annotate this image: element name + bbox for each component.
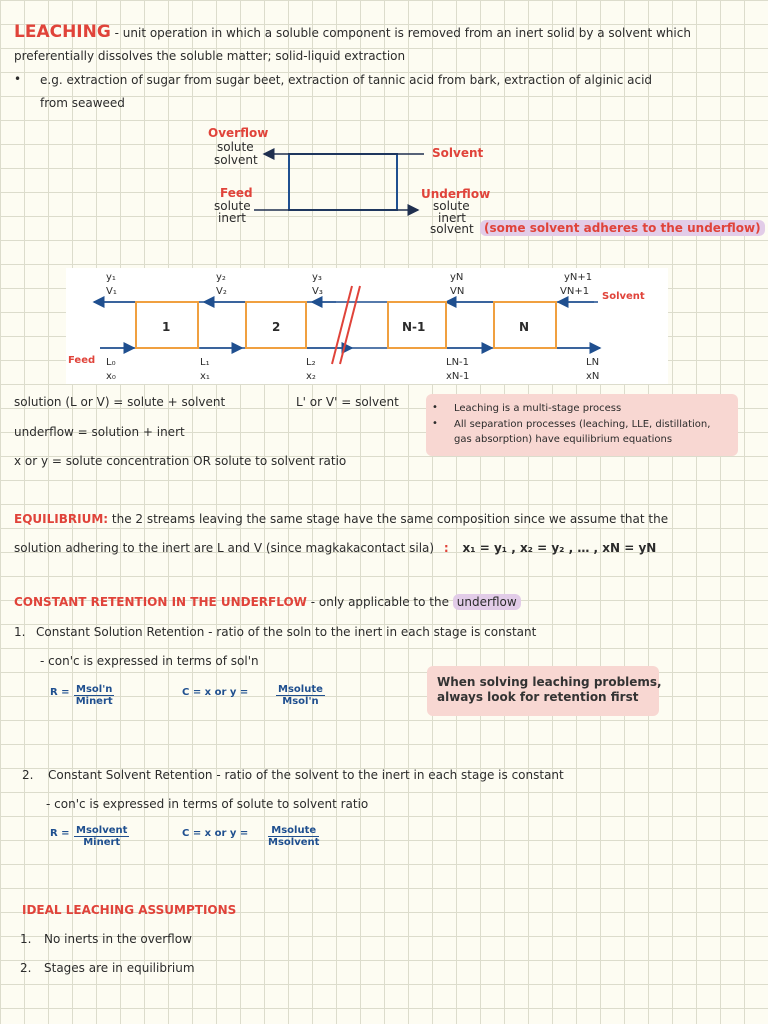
item1-sub: - con'c is expressed in terms of sol'n — [40, 654, 259, 668]
tip-line-1: When solving leaching problems, — [437, 675, 662, 689]
x1-label: x₁ — [200, 371, 210, 382]
stage-number-n: N — [519, 320, 530, 334]
item1-number: 1. — [14, 625, 26, 639]
y1-label: y₁ — [106, 272, 116, 283]
equilibrium-equation: x₁ = y₁ , x₂ = y₂ , … , xN = yN — [462, 541, 657, 555]
item2-number: 2. — [22, 768, 34, 782]
overflow-label: Overflow — [208, 126, 269, 140]
l0-label: L₀ — [106, 357, 116, 368]
retention-line: CONSTANT RETENTION IN THE UNDERFLOW - only applicable to the underflow — [14, 595, 521, 609]
underflow-solvent: solvent — [430, 222, 474, 236]
def-xy: x or y = solute concentration OR solute to solvent ratio — [14, 454, 347, 468]
note-bullet-2b: gas absorption) have equilibrium equations — [454, 434, 673, 445]
stage-number-2: 2 — [272, 320, 281, 334]
assumptions-heading: IDEAL LEACHING ASSUMPTIONS — [22, 903, 237, 917]
y2-label: y₂ — [216, 272, 226, 283]
vn1-label: VN+1 — [560, 286, 590, 297]
cascade-solvent-label: Solvent — [602, 291, 645, 302]
solvent-in-label: Solvent — [432, 146, 484, 160]
yn1-label: yN+1 — [564, 272, 593, 283]
assumption-2-number: 2. — [20, 961, 32, 975]
note-bullet-2a: All separation processes (leaching, LLE, distillation, — [454, 419, 711, 430]
x2-label: x₂ — [306, 371, 316, 382]
examples-line-1: e.g. extraction of sugar from sugar beet, extraction of tannic acid from bark, extraction of alginic acid — [40, 73, 653, 87]
stage-number-n-1: N-1 — [402, 320, 426, 334]
leaching-title: LEACHING — [14, 22, 111, 42]
vn-label: VN — [450, 286, 465, 297]
item2-sub: - con'c is expressed in terms of solute to solvent ratio — [46, 797, 369, 811]
def-solution: solution (L or V) = solute + solvent — [14, 395, 226, 409]
examples-line-2: from seaweed — [40, 96, 125, 110]
ln-label: LN — [586, 357, 600, 368]
stage-box — [289, 154, 397, 210]
xn-label: xN — [586, 371, 600, 382]
f2-r: R = — [50, 828, 70, 839]
assumption-1-number: 1. — [20, 932, 32, 946]
underflow-label: Underflow — [421, 187, 491, 201]
f2-c-fraction: Msolute Msolvent — [268, 825, 320, 848]
feed-solute: solute — [214, 199, 251, 213]
ln1-label: LN-1 — [446, 357, 470, 368]
def-underflow: underflow = solution + inert — [14, 425, 185, 439]
f2-c: C = x or y = — [182, 828, 249, 839]
feed-label: Feed — [220, 186, 253, 200]
equilibrium-line-2: solution adhering to the inert are L and V (since magkakacontact sila) : x₁ = y₁ , x₂ = y₂ , … , xN = yN — [14, 541, 657, 555]
x0-label: x₀ — [106, 371, 116, 382]
l2-label: L₂ — [306, 357, 316, 368]
assumption-2-text: Stages are in equilibrium — [44, 961, 195, 975]
underflow-solute: solute — [433, 199, 470, 213]
cascade-feed-label: Feed — [68, 355, 96, 366]
multi-stage-note: • Leaching is a multi-stage process • All separation processes (leaching, LLE, distillation, gas absorption) have equilibrium equations — [426, 394, 738, 456]
stage-number-1: 1 — [162, 320, 171, 334]
assumption-1-text: No inerts in the overflow — [44, 932, 192, 946]
f1-r: R = — [50, 687, 70, 698]
def-l-prime: L' or V' = solvent — [296, 395, 399, 409]
tip-line-2: always look for retention first — [437, 690, 639, 704]
v1-label: V₁ — [106, 286, 117, 297]
underflow-note: (some solvent adheres to the underflow) — [480, 220, 765, 236]
underflow-inert: inert — [438, 211, 466, 225]
f1-c-fraction: Msolute Msol'n — [278, 684, 323, 707]
bullet: • — [14, 72, 22, 86]
equilibrium-heading: EQUILIBRIUM: — [14, 512, 109, 526]
overflow-solute: solute — [217, 140, 254, 154]
yn-label: yN — [450, 272, 464, 283]
f1-c: C = x or y = — [182, 687, 249, 698]
retention-tip — [427, 666, 662, 716]
overflow-solvent: solvent — [214, 153, 258, 167]
f1-fraction: Msol'n Minert — [75, 684, 113, 707]
v2-label: V₂ — [216, 286, 227, 297]
equilibrium-line-1: EQUILIBRIUM: the 2 streams leaving the same stage have the same composition since we assume that the — [14, 512, 669, 526]
xn1-label: xN-1 — [446, 371, 470, 382]
v3-label: V₃ — [312, 286, 323, 297]
underflow-highlight: underflow — [453, 594, 521, 610]
f2-fraction: Msolvent Minert — [76, 825, 128, 848]
intro-line-1 — [14, 22, 691, 42]
leaching-definition-1: - unit operation in which a soluble component is removed from an inert solid by a solvent which — [110, 26, 691, 40]
retention-heading: CONSTANT RETENTION IN THE UNDERFLOW — [14, 595, 307, 609]
feed-inert: inert — [218, 211, 246, 225]
leaching-definition-2: preferentially dissolves the soluble matter; solid-liquid extraction — [14, 49, 406, 63]
item1-text: Constant Solution Retention - ratio of the soln to the inert in each stage is constant — [36, 625, 537, 639]
item2-text: Constant Solvent Retention - ratio of the solvent to the inert in each stage is constant — [48, 768, 564, 782]
y3-label: y₃ — [312, 272, 322, 283]
l1-label: L₁ — [200, 357, 210, 368]
note-bullet-1: Leaching is a multi-stage process — [454, 403, 622, 414]
